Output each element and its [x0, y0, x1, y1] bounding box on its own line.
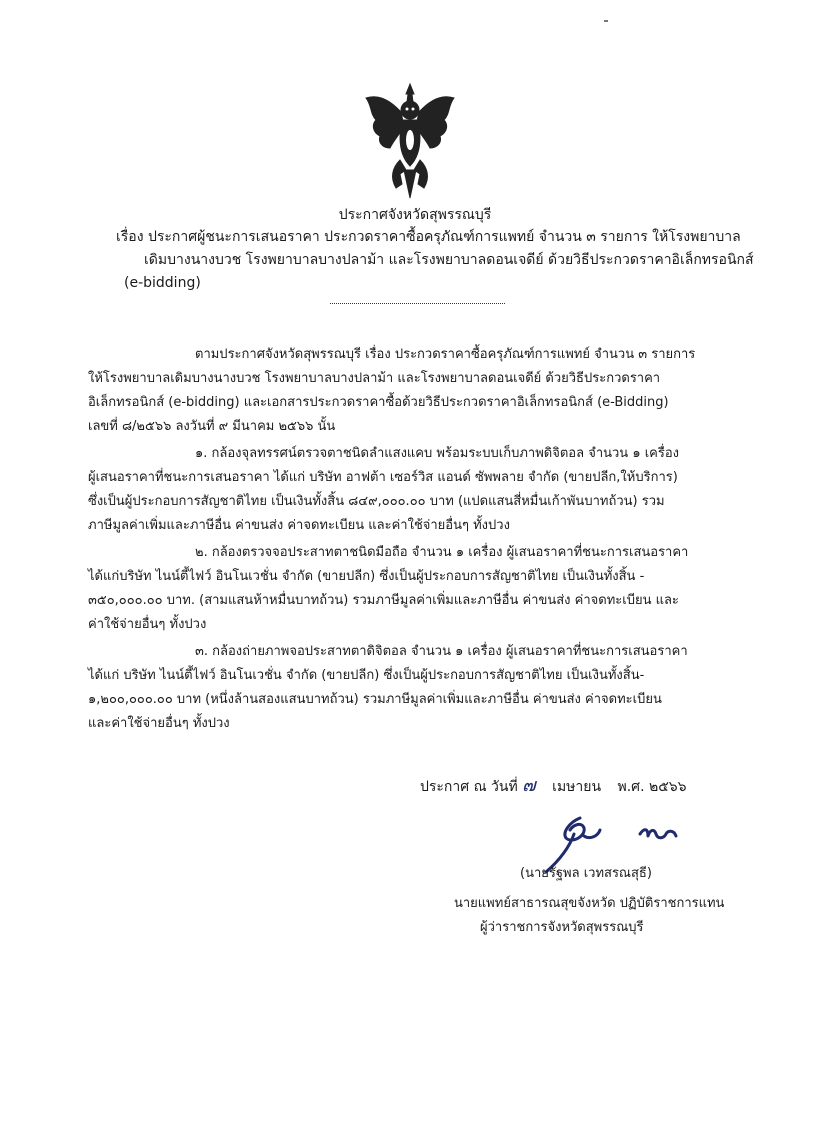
item-2-line: ได้แก่บริษัท ไนน์ตี้ไฟว์ อินโนเวชั่น จำกัด (ขายปลีก) ซึ่งเป็นผู้ประกอบการสัญชาติไทย เป็นเงินทั้งสิ้น - [88, 569, 645, 584]
intro-line: ให้โรงพยาบาลเดิมบางนางบวช โรงพยาบาลบางปลาม้า และโรงพยาบาลดอนเจดีย์ ด้วยวิธีประกวดราคา [88, 371, 661, 386]
item-1-line: ผู้เสนอราคาที่ชนะการเสนอราคา ได้แก่ บริษัท อาฟต้า เซอร์วิส แอนด์ ซัพพลาย จำกัด (ขายปลีก,ให้บริการ) [88, 470, 678, 485]
announcement-date [420, 770, 687, 799]
subject-block [116, 226, 756, 295]
announcement-title: ประกาศจังหวัดสุพรรณบุรี [338, 207, 492, 223]
item-3-line: ได้แก่ บริษัท ไนน์ตี้ไฟว์ อินโนเวชั่น จำกัด (ขายปลีก) ซึ่งเป็นผู้ประกอบการสัญชาติไทย เป็นเงินทั้งสิ้น- [88, 668, 645, 683]
item-3-line: ๓. กล้องถ่ายภาพจอประสาทตาดิจิตอล จำนวน ๑ เครื่อง ผู้เสนอราคาที่ชนะการเสนอราคา [195, 644, 688, 659]
item-2-line: ค่าใช้จ่ายอื่นๆ ทั้งปวง [88, 617, 207, 632]
item-3-line: ๑,๒๐๐,๐๐๐.๐๐ บาท (หนึ่งล้านสองแสนบาทถ้วน) รวมภาษีมูลค่าเพิ่มและภาษีอื่น ค่าขนส่ง ค่าจดทะเบียน [88, 692, 662, 707]
subject-line: (e-bidding) [124, 275, 201, 291]
intro-line: อิเล็กทรอนิกส์ (e-bidding) และเอกสารประกวดราคาซื้อด้วยวิธีประกวดราคาอิเล็กทรอนิกส์ (e-Bidding) [88, 395, 669, 410]
subject-line: เดิมบางนางบวช โรงพยาบาลบางปลาม้า และโรงพยาบาลดอนเจดีย์ ด้วยวิธีประกวดราคาอิเล็กทรอนิกส์ [144, 252, 754, 268]
subject-line: เรื่อง ประกาศผู้ชนะการเสนอราคา ประกวดราคาซื้อครุภัณฑ์การแพทย์ จำนวน ๓ รายการ ให้โรงพยาบาล [116, 229, 741, 245]
signatory-position: นายแพทย์สาธารณสุขจังหวัด ปฏิบัติราชการแทน [454, 896, 725, 911]
item-2-line: ๒. กล้องตรวจจอประสาทตาชนิดมือถือ จำนวน ๑ เครื่อง ผู้เสนอราคาที่ชนะการเสนอราคา [195, 545, 689, 560]
signatory-on-behalf: ผู้ว่าราชการจังหวัดสุพรรณบุรี [480, 920, 644, 935]
date-year: พ.ศ. ๒๕๖๖ [617, 779, 687, 795]
item-1-line: ภาษีมูลค่าเพิ่มและภาษีอื่น ค่าขนส่ง ค่าจดทะเบียน และค่าใช้จ่ายอื่นๆ ทั้งปวง [88, 518, 510, 533]
item-1-line: ๑. กล้องจุลทรรศน์ตรวจตาชนิดลำแสงแคบ พร้อมระบบเก็บภาพดิจิตอล จำนวน ๑ เครื่อง [195, 446, 679, 461]
intro-line: เลขที่ ๘/๒๕๖๖ ลงวันที่ ๙ มีนาคม ๒๕๖๖ นั้น [88, 419, 336, 434]
garuda-emblem-icon [360, 80, 460, 200]
scan-mark [604, 20, 608, 22]
date-prefix: ประกาศ ณ วันที่ [420, 779, 518, 795]
item-3-line: และค่าใช้จ่ายอื่นๆ ทั้งปวง [88, 716, 230, 731]
signatory-name: (นายรัฐพล เวทสรณสุธี) [520, 866, 652, 881]
date-month: เมษายน [552, 779, 602, 795]
item-2-line: ๓๕๐,๐๐๐.๐๐ บาท. (สามแสนห้าหมื่นบาทถ้วน) รวมภาษีมูลค่าเพิ่มและภาษีอื่น ค่าขนส่ง ค่าจดทะเบียน และ [88, 593, 679, 608]
item-1-line: ซึ่งเป็นผู้ประกอบการสัญชาติไทย เป็นเงินทั้งสิ้น ๘๔๙,๐๐๐.๐๐ บาท (แปดแสนสี่หมื่นเก้าพันบาทถ้วน) รวม [88, 494, 665, 509]
separator-dots [330, 303, 505, 304]
date-day: ๗ [522, 775, 536, 796]
intro-line: ตามประกาศจังหวัดสุพรรณบุรี เรื่อง ประกวดราคาซื้อครุภัณฑ์การแพทย์ จำนวน ๓ รายการ [195, 347, 696, 362]
